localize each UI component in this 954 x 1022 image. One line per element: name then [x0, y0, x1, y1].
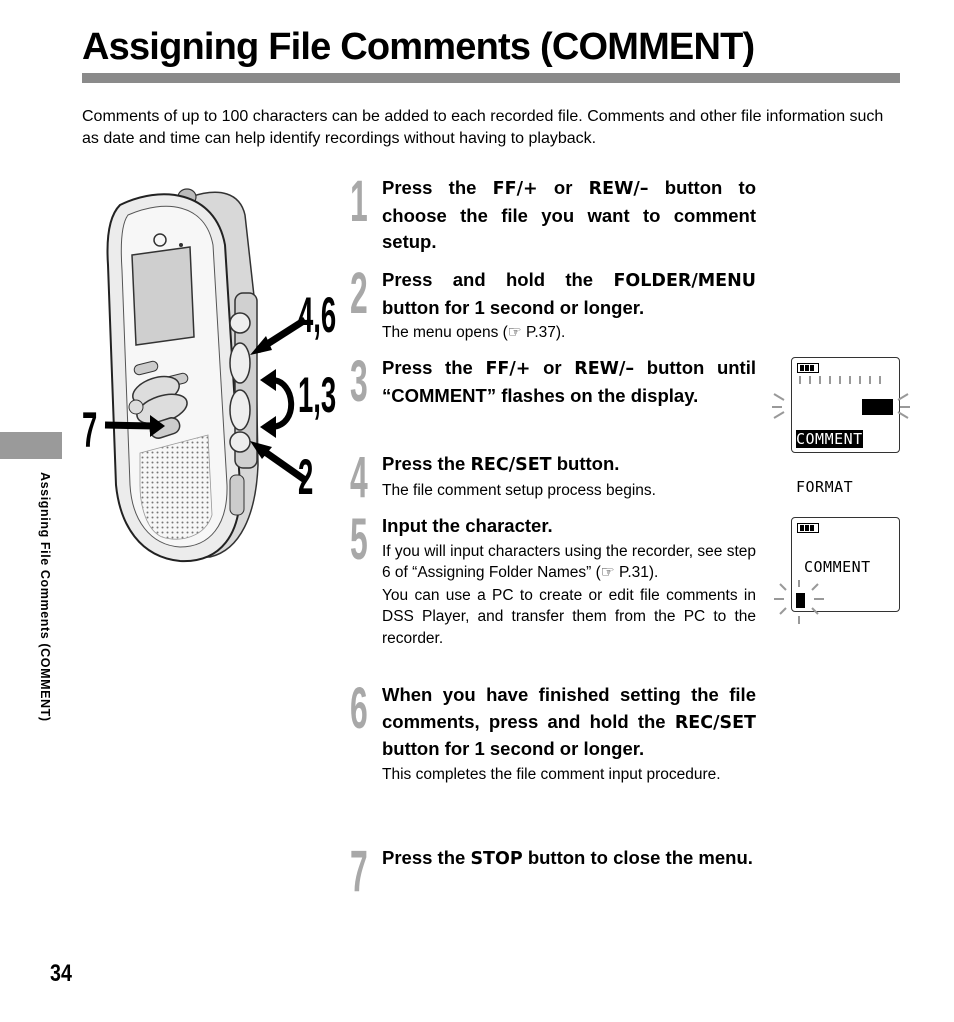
title-underline	[82, 73, 900, 83]
lcd-menu-item: FORMAT	[796, 478, 854, 496]
battery-icon	[797, 523, 819, 533]
step-7	[350, 839, 756, 904]
step-instruction: Press the FF/+ or REW/– button to choose the file you want to comment setup.	[382, 177, 757, 252]
step-note: You can use a PC to create or edit file comments in DSS Player, and transfer them from the PC to the recorder.	[382, 586, 756, 647]
step-note: If you will input characters using the recorder, see step 6 of “Assigning Folder Names” (☞ P.31).	[382, 542, 756, 581]
page-title: Assigning File Comments (COMMENT)	[82, 26, 755, 68]
step-note: The file comment setup process begins.	[382, 481, 656, 499]
step-note: This completes the file comment input procedure.	[382, 765, 721, 783]
step-instruction: Press and hold the FOLDER/MENU button for 1 second or longer.	[382, 269, 756, 318]
lcd-input-label: COMMENT	[804, 558, 871, 576]
callout-2: 2	[298, 449, 314, 505]
step-number: 5	[350, 507, 368, 572]
step-note: The menu opens (☞ P.37).	[382, 324, 566, 341]
step-6	[350, 676, 756, 785]
ff-button-label: FF/+	[492, 179, 538, 199]
step-1	[350, 169, 757, 256]
step-5	[350, 507, 756, 649]
step-4	[350, 445, 756, 510]
rec-set-button-label: REC/SET	[674, 712, 756, 733]
side-section-label: Assigning File Comments (COMMENT)	[38, 472, 52, 722]
step-number: 6	[350, 676, 368, 741]
stop-button-label: STOP	[470, 849, 523, 869]
step-instruction: Press the FF/+ or REW/– button until “COMMENT” flashes on the display.	[382, 357, 756, 406]
ff-button-label: FF/+	[485, 359, 531, 379]
rew-button-label: REW/–	[588, 179, 649, 199]
folder-menu-button-label: FOLDER/MENU	[613, 271, 756, 291]
step-instruction: Input the character.	[382, 515, 553, 536]
callout-4-6: 4,6	[298, 287, 337, 343]
flash-indicator-icon	[772, 374, 912, 420]
battery-icon	[797, 363, 819, 373]
step-number: 4	[350, 445, 368, 510]
step-number: 7	[350, 839, 368, 904]
step-instruction: Press the STOP button to close the menu.	[382, 847, 753, 869]
step-instruction: Press the REC/SET button.	[382, 453, 620, 475]
callout-1-3: 1,3	[298, 367, 337, 423]
cursor-flash-icon	[772, 578, 832, 626]
page-number: 34	[50, 960, 72, 987]
step-number: 1	[350, 169, 368, 234]
intro-paragraph: Comments of up to 100 characters can be added to each recorded file. Comments and other file information such as date and time can help identify recordings without having to playback.	[82, 108, 884, 147]
step-number: 2	[350, 261, 368, 326]
step-2	[350, 261, 756, 344]
rec-set-button-label: REC/SET	[470, 455, 552, 475]
lcd-selected-item: COMMENT	[796, 430, 863, 448]
step-instruction: When you have finished setting the file comments, press and hold the REC/SET button for 1 second or longer.	[382, 684, 756, 759]
rew-button-label: REW/–	[574, 359, 635, 379]
callout-7: 7	[82, 402, 98, 458]
section-tab-marker	[0, 432, 62, 459]
step-number: 3	[350, 349, 368, 414]
step-3	[350, 349, 756, 414]
